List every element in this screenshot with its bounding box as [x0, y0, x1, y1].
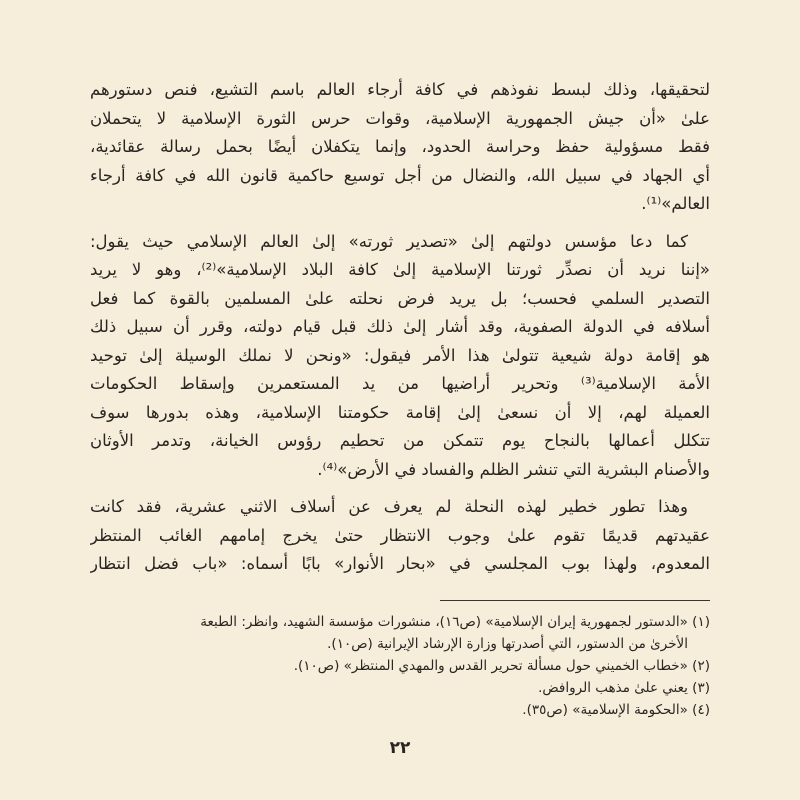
text-line: وهذا تطور خطير لهذه النحلة لم يعرف عن أسلاف الاثني عشرية، فقد كانت [90, 497, 688, 516]
text-line: تتكلل أعمالها بالنجاح يوم تتمكن من تحطيم رؤوس الخيانة، وتدمر الأوثان [90, 431, 710, 450]
footnote-1-continuation: الأخرىٰ من الدستور، التي أصدرتها وزارة الإرشاد الإيرانية (ص١٠). [327, 636, 688, 652]
text-line: والأصنام البشرية التي تنشر الظلم والفساد في الأرض»⁽⁴⁾. [317, 459, 710, 479]
text-line: لتحقيقها، وذلك لبسط نفوذهم في كافة أرجاء العالم باسم التشيع، فنص دستورهم [90, 80, 710, 99]
text-line: علىٰ «أن جيش الجمهورية الإسلامية، وقوات حرس الثورة الإسلامية لا يتحملان [90, 108, 710, 128]
text-line: الأمة الإسلامية⁽³⁾ وتحرير أراضيها من يد المستعمرين وإسقاط الحكومات [90, 374, 710, 393]
text-line: أسلافه في الدولة الصفوية، وقد أشار إلىٰ ذلك قبل قيام دولته، وقرر أن سبيل ذلك [90, 317, 710, 336]
text-line: عقيدتهم قديمًا تقوم علىٰ وجوب الانتظار حتىٰ يخرج إمامهم الغائب المنتظر [90, 525, 710, 545]
text-line: أي الجهاد في سبيل الله، والنضال من أجل توسيع حاكمية قانون الله في كافة أرجاء [90, 165, 710, 185]
text-line: العالم»⁽¹⁾. [641, 194, 710, 213]
paragraph-gap [90, 484, 710, 493]
footnote-4: (٤) «الحكومة الإسلامية» (ص٣٥). [522, 702, 710, 718]
text-line: العميلة لهم، إلا أن نسعىٰ إلىٰ إقامة حكومتنا الإسلامية، وهذه بدورها سوف [90, 402, 710, 422]
footnote-2: (٢) «خطاب الخميني حول مسألة تحرير القدس والمهدي المنتظر» (ص١٠). [293, 658, 710, 674]
text-line: المعدوم، ولهذا بوب المجلسي في «بحار الأنوار» بابًا أسماه: «باب فضل انتظار [90, 554, 710, 573]
footnote-3: (٣) يعني علىٰ مذهب الروافض. [538, 680, 710, 696]
body-text [90, 76, 710, 579]
footnote-1: (١) «الدستور لجمهورية إيران الإسلامية» (ص١٦)، منشورات مؤسسة الشهيد، وانظر: الطبعة [200, 614, 710, 630]
text-line: هو إقامة دولة شيعية تتولىٰ هذا الأمر فيقول: «ونحن لا نملك الوسيلة إلىٰ توحيد [90, 345, 710, 365]
footnote-divider [440, 600, 710, 601]
page-number: ٢٢ [389, 738, 411, 758]
text-line: «إننا نريد أن نصدِّر ثورتنا الإسلامية إلىٰ كافة البلاد الإسلامية»⁽²⁾، وهو لا يريد [90, 260, 710, 279]
footnotes [90, 611, 710, 721]
paragraph-gap [90, 219, 710, 228]
text-line: فقط مسؤولية حفظ وحراسة الحدود، وإنما يتكفلان أيضًا بحمل رسالة عقائدية، [90, 137, 710, 156]
text-line: كما دعا مؤسس دولتهم إلىٰ «تصدير ثورته» إلىٰ العالم الإسلامي حيث يقول: [90, 231, 688, 251]
text-line: التصدير السلمي فحسب؛ بل يريد فرض نحلته علىٰ المسلمين بالقوة كما فعل [90, 288, 710, 308]
